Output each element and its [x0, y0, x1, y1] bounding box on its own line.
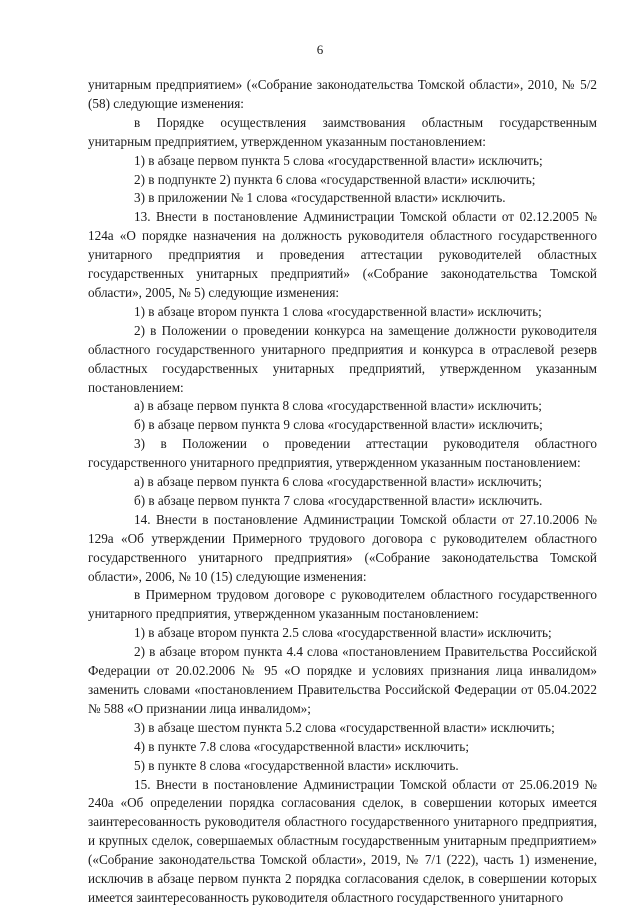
paragraph: 1) в абзаце втором пункта 2.5 слова «государственной власти» исключить;	[134, 625, 552, 641]
paragraph: б) в абзаце первом пункта 7 слова «государственной власти» исключить.	[134, 492, 543, 508]
paragraph: 4) в пункте 7.8 слова «государственной власти» исключить;	[134, 738, 469, 754]
paragraph: в Примерном трудовом договоре с руководителем областного государственного унитарного предприятия, утвержденном указанным постановлением:	[88, 587, 597, 622]
paragraph: 1) в абзаце первом пункта 5 слова «государственной власти» исключить;	[134, 152, 543, 168]
page-number: 6	[316, 42, 324, 57]
paragraph: 2) в абзаце втором пункта 4.4 слова «постановлением Правительства Российской Федерации от 20.02.2006 № 95 «О порядке и условиях признания лица инвалидом» заменить словами «постановлением Правительства Российской Федерации от 05.04.2022 № 588 «О признании лица инвалидом»;	[88, 644, 597, 716]
paragraph: 14. Внести в постановление Администрации Томской области от 27.10.2006 № 129а «Об утверждении Примерного трудового договора с руководителем областного государственного унитарного предприятия» («Собрание законодательства Томской области», 2006, № 10 (15) следующие изменения:	[88, 511, 597, 584]
paragraph: 2) в Положении о проведении конкурса на замещение должности руководителя областного государственного унитарного предприятия и конкурса в отраслевой резерв областных государственных унитарных предприятий, утвержденном указанным постановлением:	[88, 322, 597, 395]
paragraph: а) в абзаце первом пункта 8 слова «государственной власти» исключить;	[134, 398, 542, 414]
paragraph: 15. Внести в постановление Администрации Томской области от 25.06.2019 № 240а «Об определении порядка согласования сделок, в совершении которых имеется заинтересованность руководителя областного государственного унитарного предприятия, и крупных сделок, совершаемых областным государственным унитарным предприятием» («Собрание законодательства Томской области», 2019, № 7/1 (222), часть 1) изменение, исключив в абзаце первом пункта 2 порядка согласования сделок, в совершении которых имеется заинтересованность руководителя областного государственного унитарного	[88, 776, 597, 905]
paragraph: 5) в пункте 8 слова «государственной власти» исключить.	[134, 757, 459, 773]
paragraph: в Порядке осуществления заимствования областным государственным унитарным предприятием, утвержденном указанным постановлением:	[88, 114, 597, 149]
paragraph: 3) в Положении о проведении аттестации руководителя областного государственного унитарного предприятия, утвержденном указанным постановлением:	[88, 436, 597, 471]
paragraph: 3) в приложении № 1 слова «государственной власти» исключить.	[134, 190, 506, 206]
paragraph: 3) в абзаце шестом пункта 5.2 слова «государственной власти» исключить;	[134, 719, 555, 735]
paragraph: б) в абзаце первом пункта 9 слова «государственной власти» исключить;	[134, 417, 543, 433]
paragraph: унитарным предприятием» («Собрание законодательства Томской области», 2010, № 5/2 (58) следующие изменения:	[88, 77, 597, 111]
paragraph: а) в абзаце первом пункта 6 слова «государственной власти» исключить;	[134, 474, 542, 490]
paragraph: 13. Внести в постановление Администрации Томской области от 02.12.2005 № 124а «О порядке назначения на должность руководителя областного государственного унитарного предприятия и проведения аттестации руководителей областных государственных унитарных предприятий» («Собрание законодательства Томской области», 2005, № 5) следующие изменения:	[88, 209, 597, 300]
paragraph: 1) в абзаце втором пункта 1 слова «государственной власти» исключить;	[134, 303, 542, 319]
document-body	[88, 76, 597, 908]
paragraph: 2) в подпункте 2) пункта 6 слова «государственной власти» исключить;	[134, 171, 536, 187]
